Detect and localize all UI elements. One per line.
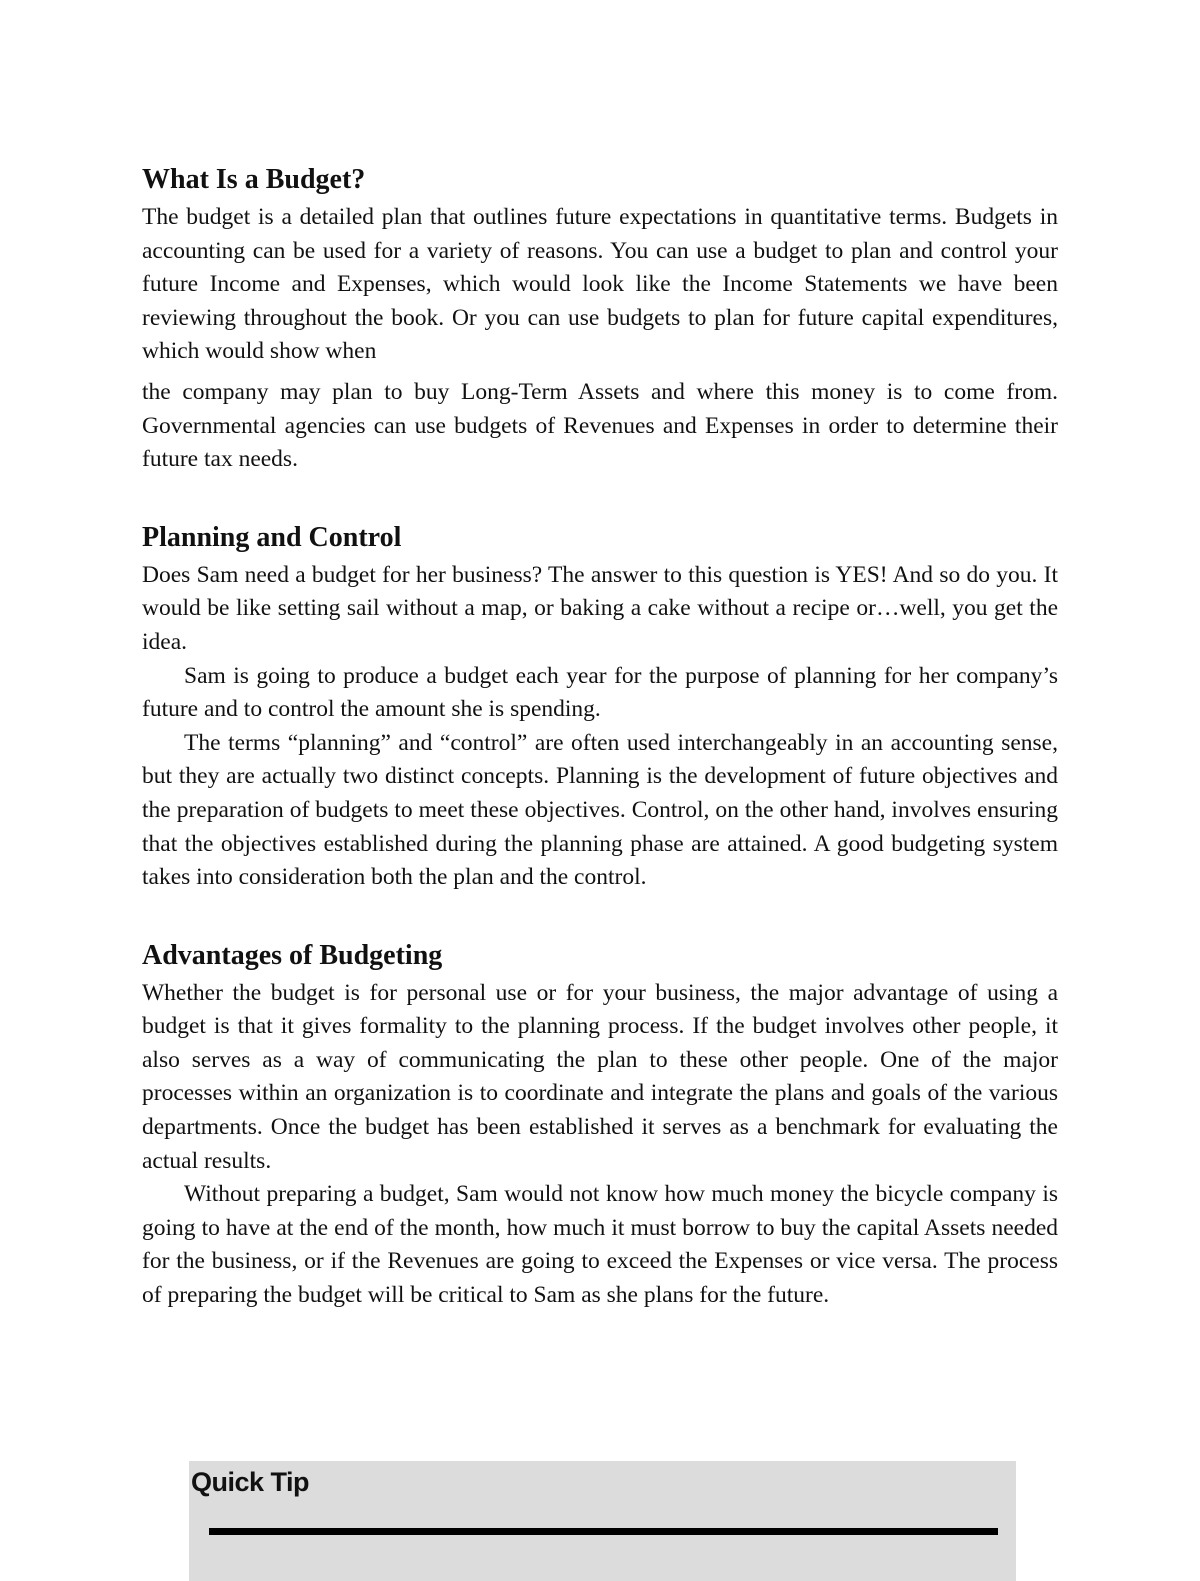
paragraph: the company may plan to buy Long-Term Assets and where this money is to come from. Governmental agencies can use budgets of Revenues and Expenses in order to determine their future tax needs. <box>142 378 1058 473</box>
section-what-is-a-budget <box>142 163 1058 477</box>
paragraph: The terms “planning” and “control” are often used interchangeably in an accounting sense, but they are actually two distinct concepts. Planning is the development of future objectives and the preparation of budgets to meet these objectives. Control, on the other hand, involves ensuring that the objectives established during the planning phase are attained. A good budgeting system takes into consideration both the plan and the control. <box>142 729 1058 891</box>
quick-tip-box <box>189 1461 1016 1581</box>
section-heading: What Is a Budget? <box>142 164 366 195</box>
section-planning-and-control <box>142 521 1058 895</box>
paragraph: Sam is going to produce a budget each year for the purpose of planning for her company’s future and to control the amount she is spending. <box>142 662 1058 723</box>
paragraph: The budget is a detailed plan that outlines future expectations in quantitative terms. Budgets in accounting can be used for a variety of reasons. You can use a budget to plan and control your future Income and Expenses, which would look like the Income Statements we have been reviewing throughout the book. Or you can use budgets to plan for future capital expenditures, which would show when <box>142 204 1058 365</box>
quick-tip-title: Quick Tip <box>191 1467 310 1497</box>
section-heading: Planning and Control <box>142 521 402 553</box>
paragraph: Does Sam need a budget for her business? The answer to this question is YES! And so do you. It would be like setting sail without a map, or baking a cake without a recipe or…well, you get the idea. <box>142 561 1058 655</box>
paragraph: Whether the budget is for personal use or for your business, the major advantage of using a budget is that it gives formality to the planning process. If the budget involves other people, it also serves as a way of communicating the plan to these other people. One of the major processes within an organization is to coordinate and integrate the plans and goals of the various departments. Once the budget has been established it serves as a benchmark for evaluating the actual results. <box>142 979 1058 1174</box>
section-heading: Advantages of Budgeting <box>142 939 443 971</box>
page-body <box>142 163 1058 1357</box>
quick-tip-divider <box>209 1528 998 1535</box>
section-advantages-of-budgeting <box>142 939 1058 1313</box>
paragraph: Without preparing a budget, Sam would not know how much money the bicycle company is going to have at the end of the month, how much it must borrow to buy the capital Assets needed for the business, or if the Revenues are going to exceed the Expenses or vice versa. The process of preparing the budget will be critical to Sam as she plans for the future. <box>142 1181 1058 1309</box>
